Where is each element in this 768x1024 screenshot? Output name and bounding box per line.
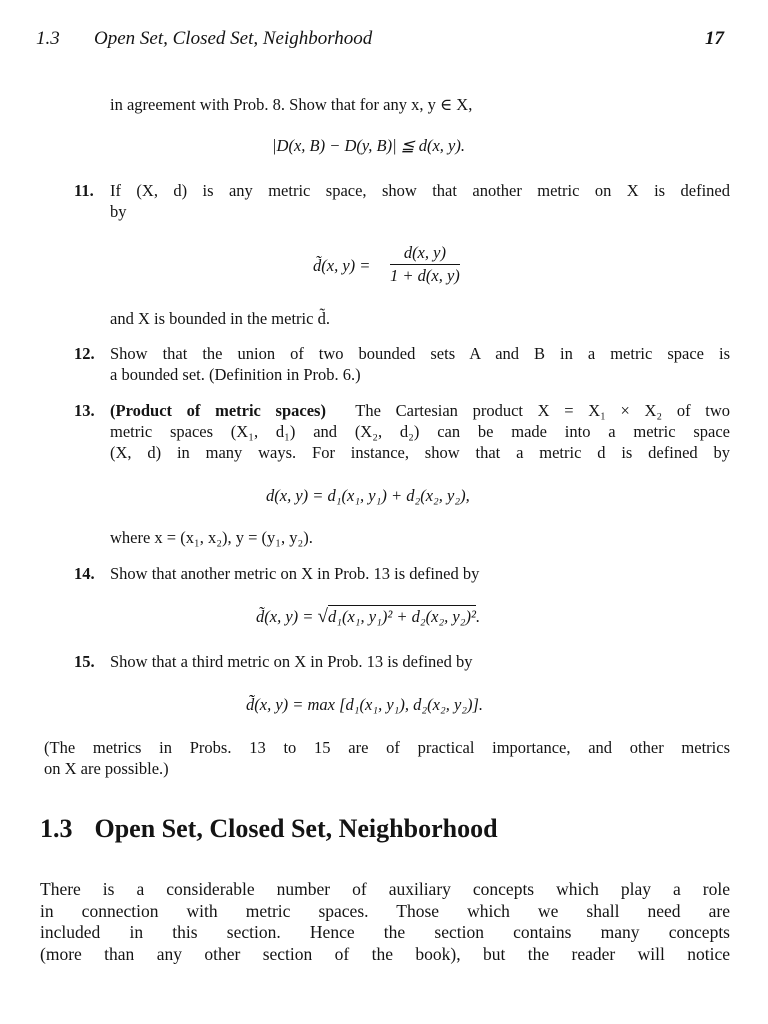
problem-13 xyxy=(74,400,730,463)
problem-10-text: in agreement with Prob. 8. Show that for any x, y ∈ X, xyxy=(110,95,473,114)
section-heading-number: 1.3 xyxy=(40,814,73,843)
section-intro-paragraph xyxy=(40,879,730,965)
problem-11 xyxy=(74,180,730,222)
problem-number: 14. xyxy=(74,564,95,583)
problem-13-line-1: The Cartesian product X = X₁ × X₂ of two xyxy=(355,401,730,420)
metrics-note-line-2: on X are possible.) xyxy=(44,759,169,778)
problem-13-line-2: metric spaces (X₁, d₁) and (X₂, d₂) can be made into a metric space xyxy=(110,422,730,441)
running-header-title: Open Set, Closed Set, Neighborhood xyxy=(94,28,373,49)
problem-number: 11. xyxy=(74,181,94,200)
problem-number: 13. xyxy=(74,401,95,420)
problem-14 xyxy=(74,563,730,584)
problem-13-title: (Product of metric spaces) xyxy=(110,401,326,420)
problem-15-line-1: Show that a third metric on X in Prob. 13 is defined by xyxy=(110,652,473,671)
metrics-note xyxy=(44,737,730,779)
fraction-denominator: 1 + d(x, y) xyxy=(390,266,460,285)
section-heading xyxy=(40,814,498,844)
problem-14-equation xyxy=(256,606,480,628)
problem-13-where-clause: where x = (x₁, x₂), y = (y₁, y₂). xyxy=(110,528,313,547)
problem-12-line-1: Show that the union of two bounded sets A and B in a metric space is xyxy=(110,344,730,363)
problem-14-equation-lhs: d̃(x, y) = xyxy=(256,607,318,626)
intro-line-1: There is a considerable number of auxiliary concepts which play a role xyxy=(40,879,730,899)
problem-11-fraction xyxy=(390,243,460,286)
problem-11-equation-lhs: d̃(x, y) = xyxy=(313,256,371,275)
problem-10-equation: |D(x, B) − D(y, B)| ≦ d(x, y). xyxy=(272,136,465,155)
problem-13-equation: d(x, y) = d₁(x₁, y₁) + d₂(x₂, y₂), xyxy=(266,486,470,505)
fraction-numerator: d(x, y) xyxy=(390,243,460,265)
problem-15-equation: d̃̃(x, y) = max [d₁(x₁, y₁), d₂(x₂, y₂)]. xyxy=(246,695,484,714)
problem-11-conclusion: and X is bounded in the metric d̃. xyxy=(110,309,330,328)
page-number: 17 xyxy=(705,28,724,49)
running-header-section-number: 1.3 xyxy=(36,28,60,49)
metrics-note-line-1: (The metrics in Probs. 13 to 15 are of practical importance, and other metrics xyxy=(44,738,730,757)
intro-line-2: in connection with metric spaces. Those which we shall need are xyxy=(40,900,730,921)
problem-number: 12. xyxy=(74,344,95,363)
problem-15 xyxy=(74,651,730,672)
problem-13-line-3: (X, d) in many ways. For instance, show that a metric d is defined by xyxy=(110,443,730,462)
intro-line-4: (more than any other section of the book), but the reader will notice xyxy=(40,943,730,964)
square-root-sign: √ xyxy=(317,606,328,627)
problem-14-radicand: d₁(x₁, y₁)² + d₂(x₂, y₂)² xyxy=(327,607,476,626)
section-heading-title: Open Set, Closed Set, Neighborhood xyxy=(94,814,498,843)
problem-11-line-2: by xyxy=(110,202,127,221)
intro-line-3: included in this section. Hence the section contains many concepts xyxy=(40,922,730,942)
problem-number: 15. xyxy=(74,652,95,671)
problem-11-line-1: If (X, d) is any metric space, show that another metric on X is defined xyxy=(110,181,730,200)
problem-12 xyxy=(74,343,730,385)
problem-14-line-1: Show that another metric on X in Prob. 13 is defined by xyxy=(110,564,480,583)
problem-12-line-2: a bounded set. (Definition in Prob. 6.) xyxy=(110,365,361,384)
problem-14-equation-end: . xyxy=(475,607,481,626)
